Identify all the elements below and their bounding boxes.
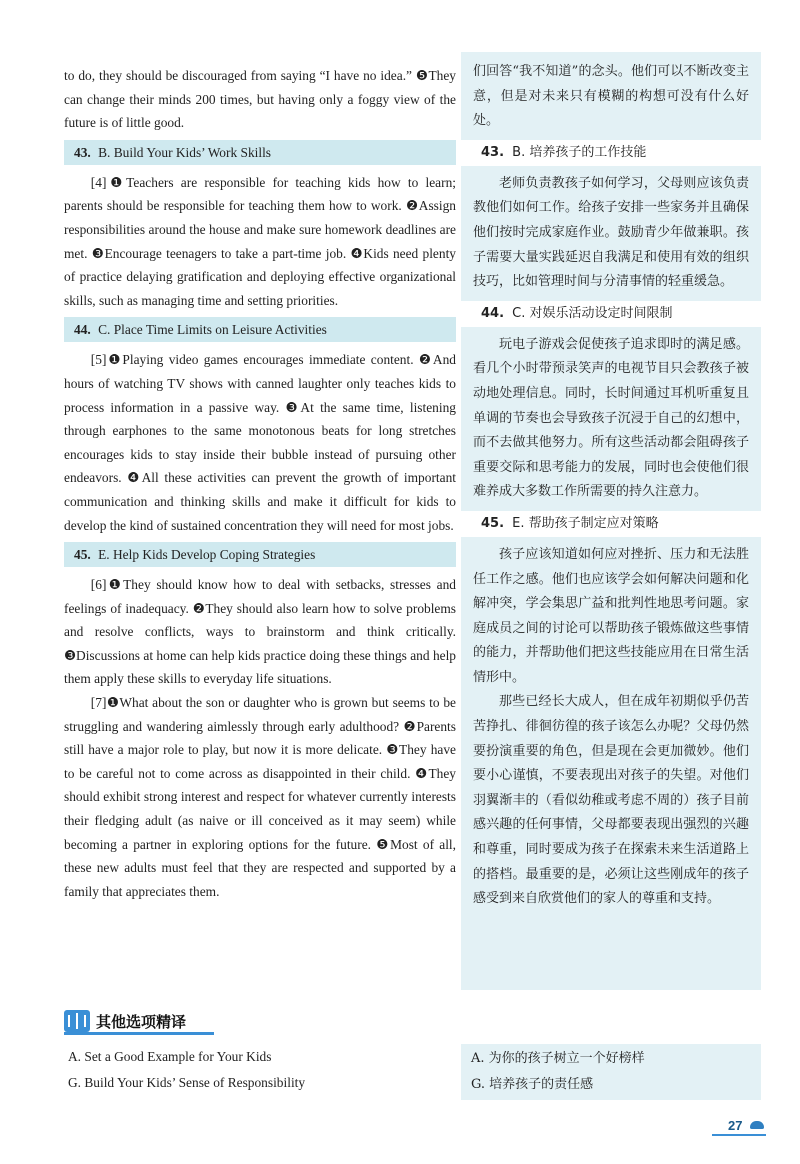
- paragraph-6: [6]❶They should know how to deal with setbacks, stresses and feelings of inadequacy. ❷They should also learn how to solve problems and resolve conflicts, ways to brainstorm and think critically. ❸Discussions at home can help kids practice doing these things and help them apply these skills to everyday life situations.: [64, 577, 456, 687]
- intro-paragraph: to do, they should be discouraged from saying “I have no idea.” ❺They can change their minds 200 times, but having only a foggy view of the future is of little good.: [64, 68, 456, 131]
- section-divider: [64, 1032, 214, 1035]
- page-number-underline: [712, 1134, 766, 1136]
- translation-45-heading: [461, 511, 761, 537]
- translation-paragraph: 玩电子游戏会促使孩子追求即时的满足感。看几个小时带预录笑声的电视节目只会教孩子被动地处理信息。同时，长时间通过耳机听重复且单调的节奏也会导致孩子沉浸于自己的幻想中，而不去做其他努力。所有这些活动都会阻碍孩子重要交际和思考能力的发展，同时也会使他们很难养成大多数工作所需要的持久注意力。: [473, 336, 749, 500]
- question-number: 45.: [481, 515, 505, 531]
- question-title: B. 培养孩子的工作技能: [512, 144, 647, 160]
- question-title: C. Place Time Limits on Leisure Activities: [98, 322, 327, 338]
- option-a-chinese: A. 为你的孩子树立一个好榜样: [471, 1051, 645, 1066]
- paragraph-7: [7]❶What about the son or daughter who is grown but seems to be struggling and wandering aimlessly through early adulthood? ❷Parents still have a major role to play, but now it is more delicate. ❸They have to be careful not to come across as disappointed in their child. ❹They should exhibit strong interest and respect for whatever currently interests their fledging adult (as naive or ill conceived as it may seem) while becoming a partner in exploring options for the future. ❺Most of all, these new adults must feel that they are respected and supported by a family that appreciates them.: [64, 695, 456, 899]
- question-number: 45.: [74, 547, 91, 563]
- question-title: E. Help Kids Develop Coping Strategies: [98, 547, 316, 563]
- graduation-cap-icon: [750, 1121, 764, 1129]
- chinese-translation-panel: [461, 52, 761, 990]
- question-number: 43.: [481, 144, 505, 160]
- question-45-heading: [64, 542, 456, 567]
- translation-intro: 们回答“我不知道”的念头。他们可以不断改变主意，但是对未来只有模糊的构想可没有什么好处。: [473, 64, 749, 129]
- other-options-title: [64, 1008, 186, 1034]
- question-44-heading: [64, 317, 456, 342]
- paragraph-4: [4]❶Teachers are responsible for teaching kids how to learn; parents should be responsible for teaching them how to work. ❷Assign responsibilities around the house and make sure homework deadlines are met. ❸Encourage teenagers to take a part-time job. ❹Kids need plenty of practice delaying gratification and deploying effective organizational skills, such as managing time and setting priorities.: [64, 174, 456, 308]
- question-title: C. 对娱乐活动设定时间限制: [512, 305, 673, 321]
- other-options-chinese: [461, 1044, 761, 1100]
- other-options-english: [68, 1044, 305, 1096]
- question-number: 44.: [481, 305, 505, 321]
- translation-44-heading: [461, 301, 761, 327]
- translation-43-heading: [461, 140, 761, 166]
- question-43-heading: [64, 140, 456, 165]
- translation-paragraph: 老师负责教孩子如何学习，父母则应该负责教他们如何工作。给孩子安排一些家务并且确保他们按时完成家庭作业。鼓励青少年做兼职。孩子需要大量实践延迟自我满足和使用有效的组织技巧，比如管理时间与分清事情的轻重缓急。: [473, 175, 749, 290]
- question-title: B. Build Your Kids’ Work Skills: [98, 144, 272, 160]
- translation-paragraph: 孩子应该知道如何应对挫折、压力和无法胜任工作之感。他们也应该学会如何解决问题和化解冲突，学会集思广益和批判性地思考问题。家庭成员之间的讨论可以帮助孩子锻炼做这些事情的能力，并帮助他们把这些技能应用在日常生活情形中。: [473, 546, 749, 685]
- page-number: 27: [728, 1118, 743, 1133]
- translation-paragraph: 那些已经长大成人，但在成年初期似乎仍苦苦挣扎、徘徊彷徨的孩子该怎么办呢？父母仍然要扮演重要的角色，但是现在会更加微妙。他们要小心谨慎，不要表现出对孩子的失望。对他们羽翼渐丰的（看似幼稚或考虑不周的）孩子目前感兴趣的任何事情，父母都要表现出强烈的兴趣和尊重，同时要成为孩子在探索未来生活道路上的搭档。最重要的是，必须让这些刚成年的孩子感受到来自欣赏他们的家人的尊重和支持。: [473, 694, 749, 907]
- question-number: 43.: [74, 144, 91, 160]
- option-g-english: G. Build Your Kids’ Sense of Responsibility: [68, 1075, 306, 1090]
- section-label: 其他选项精译: [96, 1012, 187, 1031]
- paragraph-5: [5]❶Playing video games encourages immediate content. ❷And hours of watching TV shows with canned laughter only teaches kids to process information in a passive way. ❸At the same time, listening through earphones to the same monotonous beats for long stretches encourages kids to stay inside their bubble instead of pursuing other endeavors. ❹All these activities can prevent the growth of important communication and thinking skills and make it difficult for kids to develop the kind of sustained concentration they will need for most jobs.: [64, 352, 456, 533]
- question-title: E. 帮助孩子制定应对策略: [512, 515, 659, 531]
- question-number: 44.: [74, 322, 91, 338]
- book-icon: [64, 1010, 90, 1032]
- option-g-chinese: G. 培养孩子的责任感: [471, 1077, 594, 1092]
- english-column: [64, 64, 456, 903]
- option-a-english: A. Set a Good Example for Your Kids: [68, 1049, 272, 1064]
